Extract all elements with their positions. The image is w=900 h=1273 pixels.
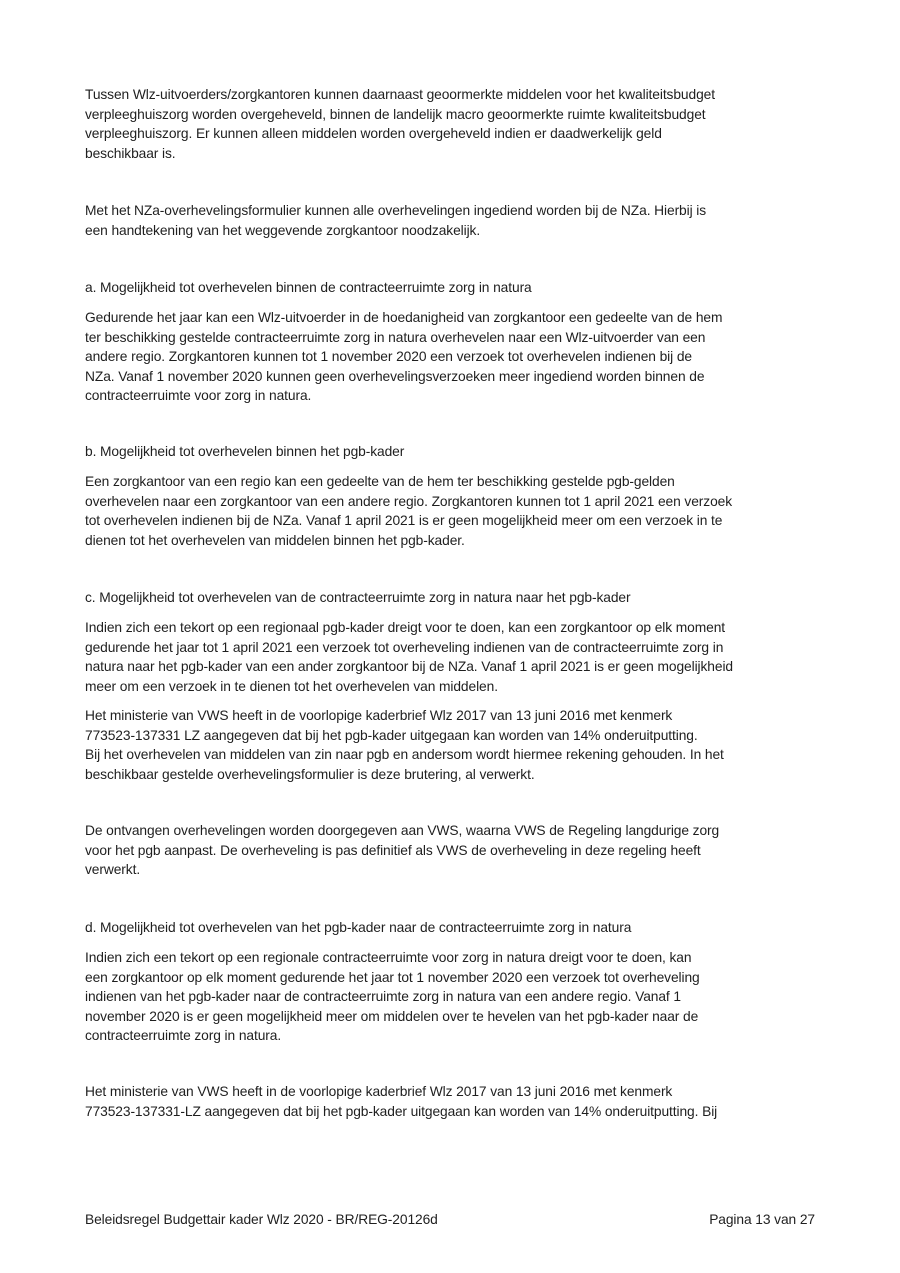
text-line: Indien zich een tekort op een regionale contracteerruimte voor zorg in natura dreigt voor te doen, kan: [85, 950, 692, 965]
text-line: Bij het overhevelen van middelen van zin naar pgb en andersom wordt hiermee rekening gehouden. In het: [85, 747, 724, 762]
text-line: 773523-137331-LZ aangegeven dat bij het pgb-kader uitgegaan kan worden van 14% onderuitputting. Bij: [85, 1103, 718, 1119]
text-line: contracteerruimte voor zorg in natura.: [85, 388, 312, 403]
text-line: voor het pgb aanpast. De overheveling is pas definitief als VWS de overheveling in deze regeling heeft: [85, 842, 701, 858]
text-line: Met het NZa-overhevelingsformulier kunnen alle overhevelingen ingediend worden bij de NZa. Hierbij is: [85, 203, 707, 218]
text-line: tot overhevelen indienen bij de NZa. Vanaf 1 april 2021 is er geen mogelijkheid meer om een verzoek in te: [85, 513, 723, 528]
text-line: verpleeghuiszorg worden overgeheveld, binnen de landelijk macro geoormerkte ruimte kwaliteitsbudget: [85, 106, 706, 122]
text-line: b. Mogelijkheid tot overhevelen binnen het pgb-kader: [85, 444, 405, 459]
text-line: d. Mogelijkheid tot overhevelen van het pgb-kader naar de contracteerruimte zorg in natura: [85, 920, 632, 935]
text-line: a. Mogelijkheid tot overhevelen binnen de contracteerruimte zorg in natura: [85, 280, 532, 295]
text-line: 773523-137331 LZ aangegeven dat bij het pgb-kader uitgegaan kan worden van 14% onderuitputting.: [85, 727, 698, 743]
paragraph-kwaliteitsbudget-overheveling: [85, 85, 845, 163]
text-line: natura naar het pgb-kader van een ander zorgkantoor bij de NZa. Vanaf 1 april 2021 is er geen mogelijkheid: [85, 659, 733, 674]
paragraph-section-b: [85, 472, 845, 550]
page-footer: [85, 1210, 815, 1230]
text-line: Een zorgkantoor van een regio kan een gedeelte van de hem ter beschikking gestelde pgb-gelden: [85, 474, 675, 489]
text-line: De ontvangen overhevelingen worden doorgegeven aan VWS, waarna VWS de Regeling langdurige zorg: [85, 823, 720, 838]
paragraph-section-a: [85, 308, 845, 406]
paragraph-section-c-1: [85, 618, 845, 696]
paragraph-kaderbrief-herhaling: [85, 1082, 845, 1121]
text-line: een zorgkantoor op elk moment gedurende het jaar tot 1 november 2020 een verzoek tot overheveling: [85, 969, 700, 985]
text-line: indienen van het pgb-kader naar de contracteerruimte zorg in natura van een andere regio. Vanaf 1: [85, 989, 681, 1004]
text-line: contracteerruimte zorg in natura.: [85, 1028, 282, 1043]
text-line: overhevelen naar een zorgkantoor van een andere regio. Zorgkantoren kunnen tot 1 april 2021 een verzoek: [85, 493, 733, 509]
text-line: Het ministerie van VWS heeft in de voorlopige kaderbrief Wlz 2017 van 13 juni 2016 met kenmerk: [85, 1084, 673, 1099]
text-line: verpleeghuiszorg. Er kunnen alleen middelen worden overgeheveld indien er daadwerkelijk geld: [85, 126, 662, 141]
heading-section-b: [85, 442, 845, 462]
text-line: Indien zich een tekort op een regionaal pgb-kader dreigt voor te doen, kan een zorgkantoor op elk moment: [85, 620, 726, 635]
heading-section-a: [85, 278, 845, 298]
footer-document-title: Beleidsregel Budgettair kader Wlz 2020 - BR/REG-20126d: [85, 1212, 438, 1227]
text-line: Het ministerie van VWS heeft in de voorlopige kaderbrief Wlz 2017 van 13 juni 2016 met kenmerk: [85, 708, 673, 723]
text-line: c. Mogelijkheid tot overhevelen van de contracteerruimte zorg in natura naar het pgb-kader: [85, 590, 631, 605]
text-line: een handtekening van het weggevende zorgkantoor noodzakelijk.: [85, 222, 481, 238]
text-line: Tussen Wlz-uitvoerders/zorgkantoren kunnen daarnaast geoormerkte middelen voor het kwaliteitsbudget: [85, 87, 715, 102]
text-line: gedurende het jaar tot 1 april 2021 een verzoek tot overheveling indienen van de contracteerruimte zorg in: [85, 639, 724, 655]
paragraph-section-d: [85, 948, 845, 1046]
text-line: dienen tot het overhevelen van middelen binnen het pgb-kader.: [85, 532, 465, 548]
text-line: november 2020 is er geen mogelijkheid meer om middelen over te hevelen van het pgb-kader naar de: [85, 1008, 699, 1024]
paragraph-ontvangen-overhevelingen: [85, 821, 845, 880]
text-line: beschikbaar is.: [85, 145, 176, 161]
text-line: andere regio. Zorgkantoren kunnen tot 1 november 2020 een verzoek tot overhevelen indienen bij de: [85, 349, 692, 364]
footer-page-number: Pagina 13 van 27: [709, 1212, 815, 1227]
paragraph-overhevelingsformulier: [85, 201, 845, 240]
paragraph-section-c-2: [85, 706, 845, 784]
text-line: NZa. Vanaf 1 november 2020 kunnen geen overhevelingsverzoeken meer ingediend worden binnen de: [85, 368, 705, 384]
text-line: meer om een verzoek in te dienen tot het overhevelen van middelen.: [85, 678, 498, 694]
text-line: Gedurende het jaar kan een Wlz-uitvoerder in de hoedanigheid van zorgkantoor een gedeelte van de hem: [85, 310, 723, 325]
text-line: beschikbaar gestelde overhevelingsformulier is deze brutering, al verwerkt.: [85, 766, 535, 782]
text-line: ter beschikking gestelde contracteerruimte zorg in natura overhevelen naar een Wlz-uitvoerder van een: [85, 329, 706, 345]
heading-section-c: [85, 588, 845, 608]
heading-section-d: [85, 918, 845, 938]
text-line: verwerkt.: [85, 862, 141, 877]
